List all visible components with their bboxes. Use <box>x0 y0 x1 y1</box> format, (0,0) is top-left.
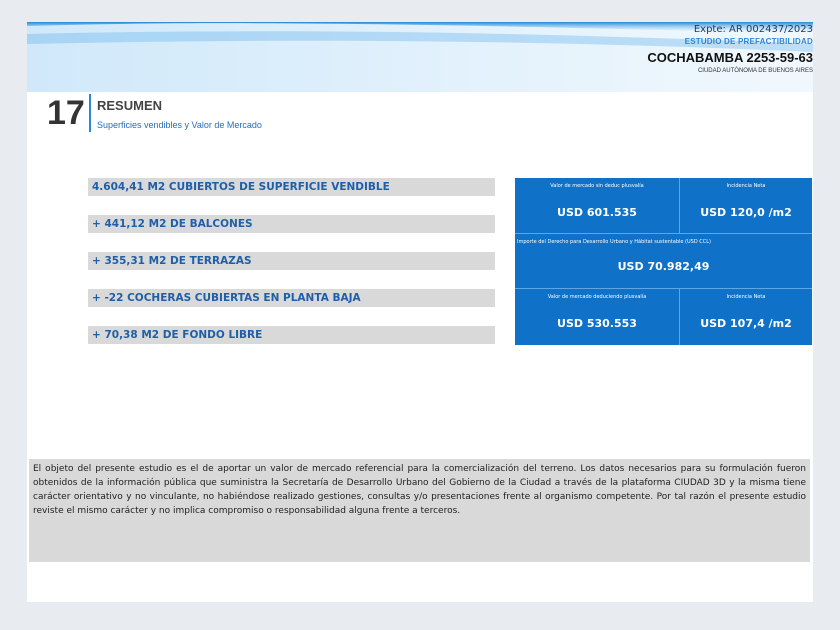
incidence-value-2: USD 107,4 /m2 <box>700 317 792 330</box>
expte-number: Expte: AR 002437/2023 <box>693 24 813 35</box>
header-info <box>647 22 813 76</box>
document-page <box>27 22 813 602</box>
section-subtitle: Superficies vendibles y Valor de Mercado <box>97 120 262 130</box>
surface-row-terraces: + 355,31 M2 DE TERRAZAS <box>88 252 495 270</box>
surface-row-backyard: + 70,38 M2 DE FONDO LIBRE <box>88 326 495 344</box>
section-divider <box>89 94 91 132</box>
market-value-without-label: Valor de mercado sin deduc plusvalía <box>550 183 644 189</box>
duty-cell <box>515 234 812 289</box>
market-value-without-value: USD 601.535 <box>557 206 637 219</box>
valuation-table <box>515 178 812 345</box>
city-name: CIUDAD AUTÓNOMA DE BUENOS AIRES <box>697 68 813 74</box>
disclaimer-text: El objeto del presente estudio es el de aportar un valor de mercado referencial para la comercialización del terreno. Los datos necesarios para su formulación fueron obtenidos de la información pública que suministra la Secretaría de Desarrollo Urbano del Gobierno de la Ciudad a través de la plataforma CIUDAD 3D y la misma tiene carácter orientativo y no vinculante, no habiéndose realizado gestiones, consultas y/o presentaciones frente al organismo competente. Por tal razón el presente estudio reviste el mismo carácter y no implica compromiso o responsabilidad alguna frente a terceros. <box>29 459 810 562</box>
incidence-label-2: Incidencia Neta <box>726 294 766 300</box>
section-title: RESUMEN <box>97 98 163 113</box>
market-value-with-label: Valor de mercado deduciendo plusvalía <box>547 294 647 300</box>
duty-label: Importe del Derecho para Desarrollo Urbano y Hábitat sustentable (USD CCL) <box>517 239 712 245</box>
surface-row-balconies: + 441,12 M2 DE BALCONES <box>88 215 495 233</box>
market-value-with-value: USD 530.553 <box>557 317 637 330</box>
duty-value: USD 70.982,49 <box>617 260 710 273</box>
market-value-without-cell <box>515 178 680 234</box>
study-type: ESTUDIO DE PREFACTIBILIDAD <box>684 37 813 46</box>
property-address: COCHABAMBA 2253-59-63 <box>647 50 813 65</box>
incidence-cell-1 <box>680 178 812 234</box>
section-number: 17 <box>47 94 85 132</box>
incidence-value-1: USD 120,0 /m2 <box>700 206 792 219</box>
surfaces-list <box>88 178 495 363</box>
surface-row-sellable: 4.604,41 M2 CUBIERTOS DE SUPERFICIE VENDIBLE <box>88 178 495 196</box>
surface-row-garages: + -22 COCHERAS CUBIERTAS EN PLANTA BAJA <box>88 289 495 307</box>
incidence-label-1: Incidencia Neta <box>726 183 766 189</box>
incidence-cell-2 <box>680 289 812 345</box>
market-value-with-cell <box>515 289 680 345</box>
